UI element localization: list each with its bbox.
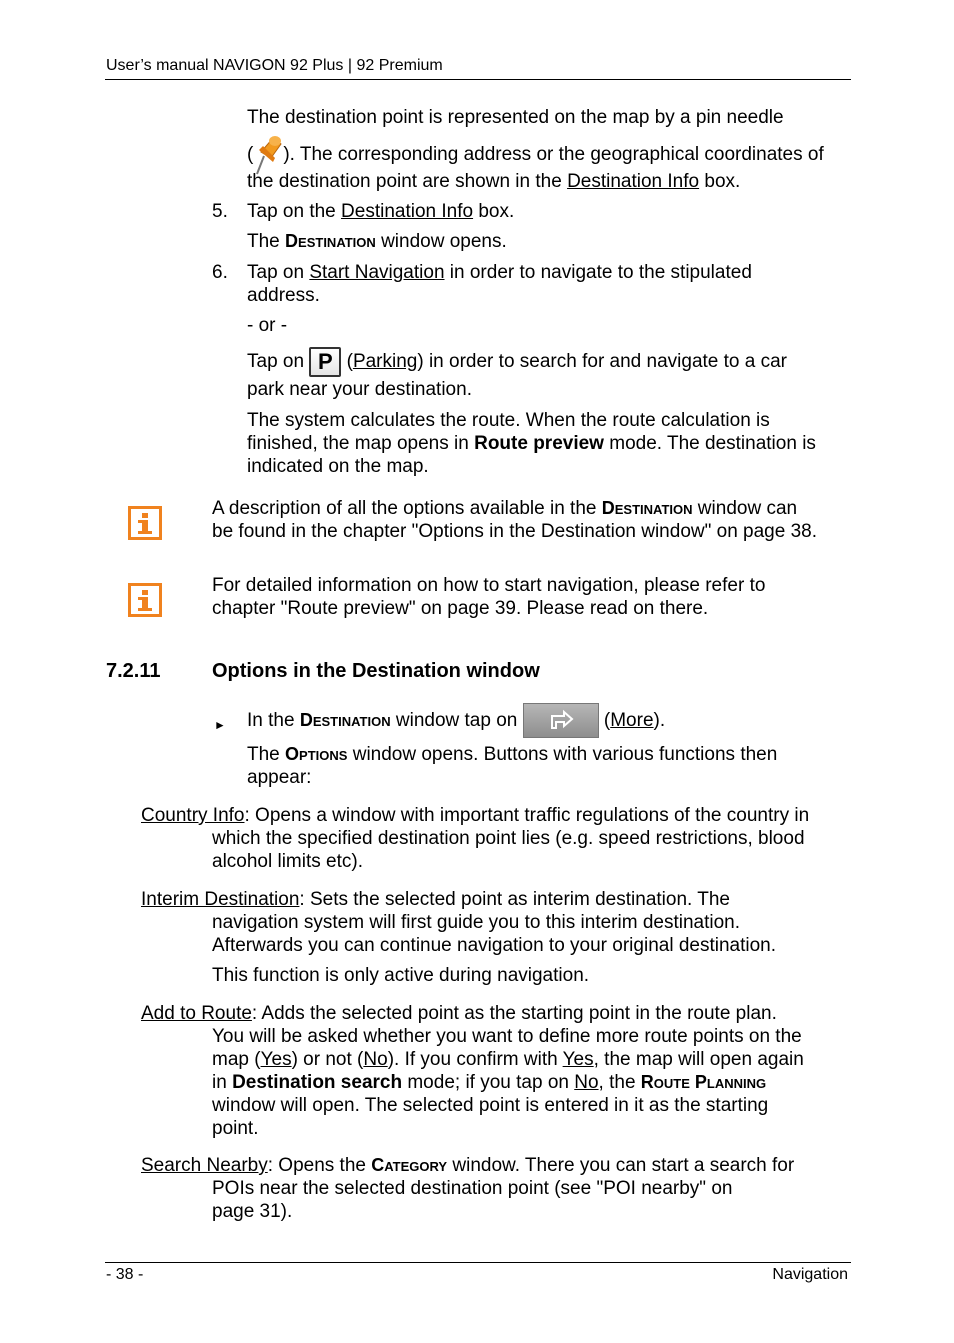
def-search-nearby-line-2: POIs near the selected destination point (see "POI nearby" on: [212, 1178, 733, 1199]
def-interim-line-2: navigation system will first guide you to this interim destination.: [212, 912, 741, 933]
running-header: User’s manual NAVIGON 92 Plus | 92 Premium: [106, 57, 443, 74]
calc-line-3: indicated on the map.: [247, 456, 429, 477]
def-add-route-line-6: point.: [212, 1118, 259, 1139]
def-add-route-line-2: You will be asked whether you want to define more route points on the: [212, 1026, 802, 1047]
info-icon: [128, 506, 162, 540]
footer-section: Navigation: [772, 1266, 848, 1283]
destination-info-link[interactable]: Destination Info: [567, 171, 700, 192]
def-add-route-line-5: window will open. The selected point is entered in it as the starting: [212, 1095, 769, 1116]
search-nearby-term[interactable]: Search Nearby: [141, 1155, 268, 1176]
bullet-result-2: appear:: [247, 767, 312, 788]
more-link[interactable]: More: [610, 710, 654, 731]
step-6-text: Tap on Start Navigation in order to navigate to the stipulated: [247, 262, 752, 283]
bullet-arrow-icon: ►: [214, 718, 226, 732]
intro-line-2: ( ). The corresponding address or the geographical coordinates of: [247, 134, 824, 176]
section-title: Options in the Destination window: [212, 660, 540, 682]
def-interim: Interim Destination: Sets the selected point as interim destination. The: [141, 889, 730, 910]
step-6-text-2: address.: [247, 285, 320, 306]
def-search-nearby-line-3: page 31).: [212, 1201, 293, 1222]
def-add-route: Add to Route: Adds the selected point as the starting point in the route plan.: [141, 1003, 777, 1024]
start-navigation-link[interactable]: Start Navigation: [309, 262, 445, 283]
intro-line-1: The destination point is represented on the map by a pin needle: [247, 107, 784, 128]
section-number: 7.2.11: [106, 660, 161, 682]
calc-line-1: The system calculates the route. When the route calculation is: [247, 410, 770, 431]
parking-link[interactable]: Parking: [352, 351, 418, 372]
intro-line-3: the destination point are shown in the Destination Info box.: [247, 171, 741, 192]
step-5-text: Tap on the Destination Info box.: [247, 201, 515, 222]
add-to-route-term[interactable]: Add to Route: [141, 1003, 252, 1024]
calc-line-2: finished, the map opens in Route preview mode. The destination is: [247, 433, 816, 454]
country-info-term[interactable]: Country Info: [141, 805, 245, 826]
header-rule: [105, 79, 851, 80]
def-country-line-3: alcohol limits etc).: [212, 851, 363, 872]
note-1-line-2: be found in the chapter "Options in the Destination window" on page 38.: [212, 521, 818, 542]
destination-info-link[interactable]: Destination Info: [341, 201, 474, 222]
info-icon: [128, 583, 162, 617]
def-add-route-line-4: in Destination search mode; if you tap on No, the Route Planning: [212, 1072, 767, 1093]
def-interim-line-3: Afterwards you can continue navigation to your original destination.: [212, 935, 777, 956]
def-search-nearby: Search Nearby: Opens the Category window. There you can start a search for: [141, 1155, 795, 1176]
footer-rule: [105, 1262, 851, 1263]
step-number: 5.: [212, 201, 228, 222]
or-separator: - or -: [247, 315, 288, 336]
parking-button[interactable]: P: [309, 347, 341, 377]
step-number: 6.: [212, 262, 228, 283]
note-2-line-2: chapter "Route preview" on page 39. Please read on there.: [212, 598, 709, 619]
def-country-line-2: which the specified destination point lies (e.g. speed restrictions, blood: [212, 828, 805, 849]
parking-line-2: park near your destination.: [247, 379, 472, 400]
step-5-result: The Destination window opens.: [247, 231, 507, 252]
note-2-line-1: For detailed information on how to start navigation, please refer to: [212, 575, 766, 596]
more-arrow-icon: [524, 704, 598, 737]
parking-line: Tap on P (Parking) in order to search for and navigate to a car: [247, 344, 787, 380]
note-1-line-1: A description of all the options available in the Destination window can: [212, 498, 798, 519]
more-button[interactable]: [523, 703, 599, 738]
bullet-result-1: The Options window opens. Buttons with various functions then: [247, 744, 778, 765]
def-country-info: Country Info: Opens a window with important traffic regulations of the country in: [141, 805, 810, 826]
def-interim-line-4: This function is only active during navigation.: [212, 965, 590, 986]
interim-destination-term[interactable]: Interim Destination: [141, 889, 300, 910]
def-add-route-line-3: map (Yes) or not (No). If you confirm with Yes, the map will open again: [212, 1049, 804, 1070]
page-number: - 38 -: [106, 1266, 144, 1283]
bullet-line: In the Destination window tap on (More).: [247, 702, 665, 739]
